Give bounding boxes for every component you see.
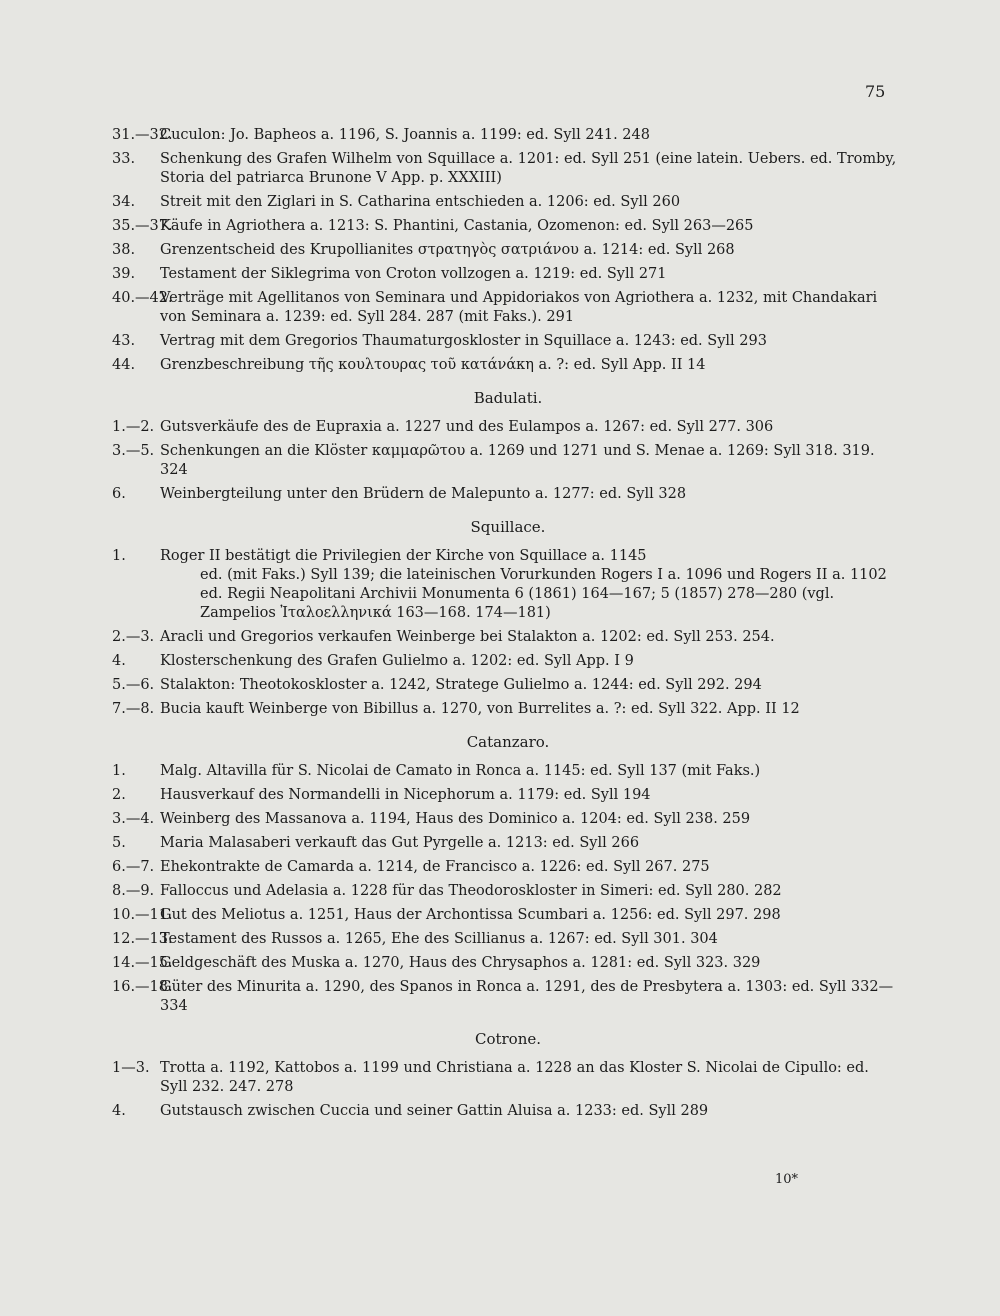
list-item xyxy=(112,676,898,695)
section-squillace xyxy=(112,547,898,719)
entry-number: 3.—4. xyxy=(112,811,155,827)
section-badulati xyxy=(112,418,898,504)
document-body xyxy=(112,126,898,1126)
list-item xyxy=(112,547,898,623)
heading-catanzaro: Catanzaro. xyxy=(466,733,550,751)
entry-text: Weinberg des Massanova a. 1194, Haus des Dominico a. 1204: ed. Syll 238. 259 xyxy=(160,811,751,827)
entry-number: 1. xyxy=(112,548,126,564)
entry-number: 16.—18. xyxy=(112,979,173,995)
list-item xyxy=(112,978,898,1016)
entry-text: Streit mit den Ziglari in S. Catharina entschieden a. 1206: ed. Syll 260 xyxy=(160,194,681,210)
list-item xyxy=(112,858,898,877)
entry-number: 1.—2. xyxy=(112,419,155,435)
entry-text: Schenkungen an die Klöster καμμαρῶτου a. 1269 und 1271 und S. Menae a. 1269: Syll 318. 319. 324 xyxy=(160,443,875,478)
list-item xyxy=(112,810,898,829)
section-intro xyxy=(112,126,898,375)
heading-badulati: Badulati. xyxy=(473,389,543,407)
list-item xyxy=(112,906,898,925)
entry-text: Cuculon: Jo. Bapheos a. 1196, S. Joannis a. 1199: ed. Syll 241. 248 xyxy=(160,127,650,143)
list-item xyxy=(112,217,898,236)
entry-text: Testament des Russos a. 1265, Ehe des Scillianus a. 1267: ed. Syll 301. 304 xyxy=(160,931,718,947)
entry-number: 39. xyxy=(112,266,136,282)
entry-number: 1—3. xyxy=(112,1060,150,1076)
entry-number: 34. xyxy=(112,194,136,210)
entry-text: Maria Malasaberi verkauft das Gut Pyrgelle a. 1213: ed. Syll 266 xyxy=(160,835,640,851)
list-item xyxy=(112,882,898,901)
list-item xyxy=(112,834,898,853)
list-item xyxy=(112,332,898,351)
section-catanzaro xyxy=(112,762,898,1016)
list-item xyxy=(112,356,898,375)
list-item xyxy=(112,289,898,327)
entry-text: Stalakton: Theotokoskloster a. 1242, Stratege Gulielmo a. 1244: ed. Syll 292. 294 xyxy=(160,677,762,693)
entry-number: 4. xyxy=(112,1103,126,1119)
entry-text: Malg. Altavilla für S. Nicolai de Camato in Ronca a. 1145: ed. Syll 137 (mit Faks.) xyxy=(160,763,761,779)
entry-text: Gut des Meliotus a. 1251, Haus der Archontissa Scumbari a. 1256: ed. Syll 297. 298 xyxy=(160,907,781,923)
entry-text: Gutsverkäufe des de Eupraxia a. 1227 und des Eulampos a. 1267: ed. Syll 277. 306 xyxy=(160,419,774,435)
entry-number: 14.—15. xyxy=(112,955,173,971)
heading-cotrone: Cotrone. xyxy=(474,1030,542,1048)
list-item xyxy=(112,652,898,671)
entry-text: Vertrag mit dem Gregorios Thaumaturgoskloster in Squillace a. 1243: ed. Syll 293 xyxy=(160,333,767,349)
entry-text: Falloccus und Adelasia a. 1228 für das Theodoroskloster in Simeri: ed. Syll 280. 282 xyxy=(160,883,782,899)
entry-number: 8.—9. xyxy=(112,883,155,899)
entry-number: 2. xyxy=(112,787,126,803)
list-item xyxy=(112,762,898,781)
entry-text: Roger II bestätigt die Privilegien der Kirche von Squillace a. 1145 xyxy=(160,548,647,564)
list-item xyxy=(112,126,898,145)
list-item xyxy=(112,241,898,260)
list-item xyxy=(112,265,898,284)
entry-number: 7.—8. xyxy=(112,701,155,717)
entry-text: Grenzbeschreibung τῆς κουλτουρας τοῦ κατάνάκη a. ?: ed. Syll App. II 14 xyxy=(160,357,706,373)
entry-number: 10.—11. xyxy=(112,907,173,923)
entry-number: 44. xyxy=(112,357,136,373)
entry-text: Güter des Minurita a. 1290, des Spanos in Ronca a. 1291, des de Presbytera a. 1303: ed. Syll 332—334 xyxy=(160,979,894,1014)
entry-number: 6.—7. xyxy=(112,859,155,875)
entry-number: 4. xyxy=(112,653,126,669)
entry-number: 3.—5. xyxy=(112,443,155,459)
entry-number: 31.—32. xyxy=(112,127,173,143)
list-item xyxy=(112,418,898,437)
entry-text: Aracli und Gregorios verkaufen Weinberge bei Stalakton a. 1202: ed. Syll 253. 254. xyxy=(160,629,775,645)
list-item xyxy=(112,930,898,949)
list-item xyxy=(112,442,898,480)
entry-number: 33. xyxy=(112,151,136,167)
entry-number: 2.—3. xyxy=(112,629,155,645)
entry-continuation: ed. (mit Faks.) Syll 139; die lateinischen Vorurkunden Rogers I a. 1096 und Rogers II a. 1102 ed. Regii Neapolitani Archivii Monumenta 6 (1861) 164—167; 5 (1857) 278—280 (vgl. Zampelios Ἰταλοελληνικά 163—168. 174—181) xyxy=(200,567,887,621)
entry-number: 6. xyxy=(112,486,126,502)
entry-text: Bucia kauft Weinberge von Bibillus a. 1270, von Burrelites a. ?: ed. Syll 322. App. II 12 xyxy=(160,701,800,717)
page-number: 75 xyxy=(865,82,886,101)
entry-number: 5.—6. xyxy=(112,677,155,693)
entry-number: 5. xyxy=(112,835,126,851)
entry-text: Schenkung des Grafen Wilhelm von Squillace a. 1201: ed. Syll 251 (eine latein. Uebers. ed. Tromby, Storia del patriarca Brunone V App. p. XXXIII) xyxy=(160,151,897,186)
list-item xyxy=(112,628,898,647)
entry-text: Weinbergteilung unter den Brüdern de Malepunto a. 1277: ed. Syll 328 xyxy=(160,486,687,502)
list-item xyxy=(112,1059,898,1097)
entry-text: Testament der Siklegrima von Croton vollzogen a. 1219: ed. Syll 271 xyxy=(160,266,667,282)
entry-number: 35.—37. xyxy=(112,218,173,234)
list-item xyxy=(112,193,898,212)
entry-text: Klosterschenkung des Grafen Gulielmo a. 1202: ed. Syll App. I 9 xyxy=(160,653,634,669)
entry-number: 43. xyxy=(112,333,136,349)
entry-text: Käufe in Agriothera a. 1213: S. Phantini, Castania, Ozomenon: ed. Syll 263—265 xyxy=(160,218,754,234)
list-item xyxy=(112,954,898,973)
entry-text: Trotta a. 1192, Kattobos a. 1199 und Christiana a. 1228 an das Kloster S. Nicolai de Cipullo: ed. Syll 232. 247. 278 xyxy=(160,1060,869,1095)
entry-text: Ehekontrakte de Camarda a. 1214, de Francisco a. 1226: ed. Syll 267. 275 xyxy=(160,859,710,875)
entry-number: 40.—42. xyxy=(112,290,173,306)
entry-number: 12.—13. xyxy=(112,931,173,947)
heading-squillace: Squillace. xyxy=(470,518,546,536)
entry-text: Hausverkauf des Normandelli in Nicephorum a. 1179: ed. Syll 194 xyxy=(160,787,651,803)
printer-signature: 10* xyxy=(775,1172,799,1187)
entry-text: Geldgeschäft des Muska a. 1270, Haus des Chrysaphos a. 1281: ed. Syll 323. 329 xyxy=(160,955,761,971)
list-item xyxy=(112,150,898,188)
list-item xyxy=(112,1102,898,1121)
entry-number: 1. xyxy=(112,763,126,779)
list-item xyxy=(112,786,898,805)
section-cotrone xyxy=(112,1059,898,1121)
entry-text: Grenzentscheid des Krupollianites στρατηγὸς σατριάνου a. 1214: ed. Syll 268 xyxy=(160,242,735,258)
entry-number: 38. xyxy=(112,242,136,258)
entry-text: Gutstausch zwischen Cuccia und seiner Gattin Aluisa a. 1233: ed. Syll 289 xyxy=(160,1103,709,1119)
entry-text: Verträge mit Agellitanos von Seminara und Appidoriakos von Agriothera a. 1232, mit Chandakari von Seminara a. 1239: ed. Syll 284. 287 (mit Faks.). 291 xyxy=(160,290,878,325)
list-item xyxy=(112,700,898,719)
list-item xyxy=(112,485,898,504)
